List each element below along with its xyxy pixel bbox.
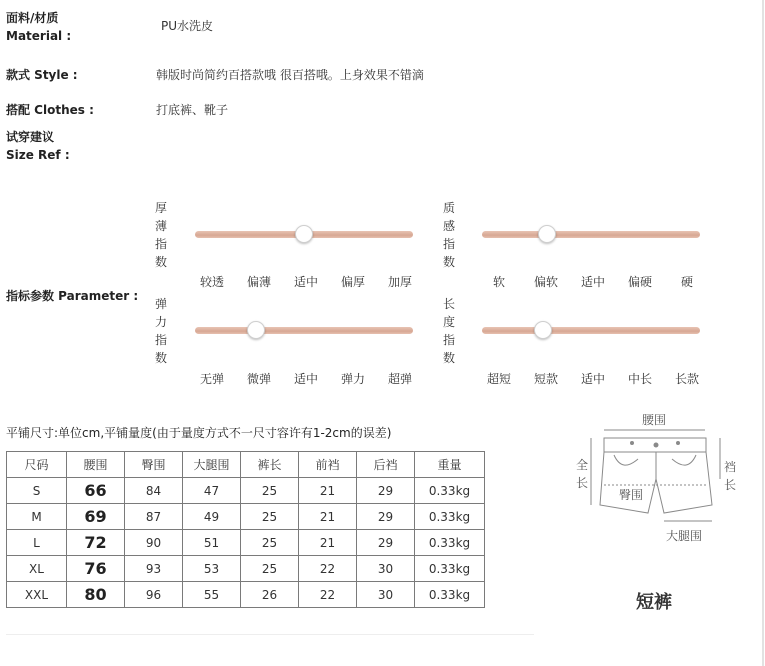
table-cell: 25 (241, 530, 299, 556)
rise-label-2: 长 (724, 478, 737, 492)
title-char: 数 (154, 255, 167, 269)
pocket-left (614, 455, 638, 465)
table-cell: 0.33kg (415, 478, 485, 504)
table-cell: 0.33kg (415, 582, 485, 608)
table-header-cell: 裤长 (241, 452, 299, 478)
tick-label: 无弹 (199, 372, 224, 386)
pocket-right (672, 455, 696, 465)
title-char: 力 (154, 315, 167, 329)
table-cell: 0.33kg (415, 530, 485, 556)
table-cell: 21 (299, 504, 357, 530)
table-cell: 21 (299, 478, 357, 504)
thickness-slider-knob (295, 225, 313, 243)
waist-label: 腰围 (642, 413, 667, 427)
table-row (7, 556, 485, 582)
title-char: 数 (442, 255, 455, 269)
table-cell: 80 (67, 582, 125, 608)
table-header-cell: 前裆 (299, 452, 357, 478)
table-row (7, 530, 485, 556)
title-char: 厚 (154, 201, 167, 215)
table-cell: 22 (299, 556, 357, 582)
table-cell: 87 (125, 504, 183, 530)
style-label: 款式 Style : (6, 68, 78, 82)
title-char: 指 (442, 333, 455, 347)
table-cell: 30 (357, 582, 415, 608)
length-slider-knob (534, 321, 552, 339)
title-char: 数 (442, 351, 455, 365)
table-header-cell: 重量 (415, 452, 485, 478)
title-char: 指 (154, 237, 167, 251)
tick-label: 加厚 (387, 275, 412, 289)
tick-label: 硬 (680, 275, 693, 289)
tick-label: 偏硬 (627, 275, 652, 289)
tick-label: 适中 (293, 275, 318, 289)
tick-label: 超弹 (387, 372, 412, 386)
tick-label: 短款 (533, 372, 558, 386)
table-cell: 26 (241, 582, 299, 608)
table-cell: 29 (357, 504, 415, 530)
size-ref-label-en: Size Ref : (6, 148, 70, 162)
table-cell: 25 (241, 478, 299, 504)
tick-label: 超短 (486, 372, 511, 386)
tick-label: 适中 (580, 372, 605, 386)
shorts-diagram (570, 405, 760, 555)
title-char: 数 (154, 351, 167, 365)
material-label-en: Material : (6, 29, 72, 43)
table-cell: 29 (357, 478, 415, 504)
style-value: 韩版时尚简约百搭款哦 很百搭哦。上身效果不错滴 (156, 68, 424, 82)
rise-label-1: 裆 (724, 460, 737, 474)
table-header-row (7, 452, 485, 478)
table-cell: XXL (7, 582, 67, 608)
size-ref-label-cn: 试穿建议 (6, 130, 55, 144)
table-cell: 29 (357, 530, 415, 556)
tick-label: 微弹 (246, 372, 271, 386)
table-cell: 21 (299, 530, 357, 556)
parameter-label: 指标参数 Parameter : (6, 289, 139, 303)
texture-slider-knob (538, 225, 556, 243)
table-cell: 55 (183, 582, 241, 608)
thigh-label: 大腿围 (666, 529, 703, 543)
clothes-label: 搭配 Clothes : (6, 103, 94, 117)
title-char: 指 (442, 237, 455, 251)
table-cell: 84 (125, 478, 183, 504)
faded-table-row (6, 608, 534, 635)
tick-label: 弹力 (340, 372, 365, 386)
table-cell: 66 (67, 478, 125, 504)
table-cell: 47 (183, 478, 241, 504)
clothes-value: 打底裤、靴子 (156, 103, 229, 117)
tick-label: 软 (492, 275, 505, 289)
table-cell: 22 (299, 582, 357, 608)
table-cell: 0.33kg (415, 556, 485, 582)
diagram-name: 短裤 (636, 592, 672, 613)
title-char: 质 (442, 201, 455, 215)
table-row (7, 504, 485, 530)
table-row (7, 582, 485, 608)
tick-label: 偏薄 (246, 275, 271, 289)
thickness-slider-title (154, 199, 168, 271)
title-char: 弹 (154, 297, 167, 311)
table-cell: 69 (67, 504, 125, 530)
table-cell: 51 (183, 530, 241, 556)
table-cell: 72 (67, 530, 125, 556)
page-right-border (762, 0, 764, 666)
texture-slider-track (482, 231, 700, 238)
table-cell: 0.33kg (415, 504, 485, 530)
title-char: 长 (442, 297, 455, 311)
table-cell: 93 (125, 556, 183, 582)
tick-label: 较透 (199, 275, 224, 289)
title-char: 感 (442, 219, 455, 233)
texture-slider-title (442, 199, 456, 271)
table-cell: 25 (241, 556, 299, 582)
length-slider-title (442, 295, 456, 367)
tick-label: 中长 (627, 372, 652, 386)
elasticity-slider-knob (247, 321, 265, 339)
table-header-cell: 后裆 (357, 452, 415, 478)
elasticity-slider-track (195, 327, 413, 334)
table-cell: 30 (357, 556, 415, 582)
material-label-cn: 面料/材质 (6, 11, 59, 25)
title-char: 薄 (154, 219, 167, 233)
tick-label: 长款 (674, 372, 699, 386)
tick-label: 适中 (580, 275, 605, 289)
table-header-cell: 臀围 (125, 452, 183, 478)
size-table-caption: 平铺尺寸:单位cm,平铺量度(由于量度方式不一尺寸容许有1-2cm的误差) (6, 426, 392, 440)
table-cell: 90 (125, 530, 183, 556)
size-table (6, 451, 485, 608)
table-cell: XL (7, 556, 67, 582)
full-length-label-2: 长 (576, 476, 589, 490)
tick-label: 适中 (293, 372, 318, 386)
material-value: PU水洗皮 (161, 19, 214, 33)
title-char: 度 (442, 315, 455, 329)
length-slider-track (482, 327, 700, 334)
tick-label: 偏软 (533, 275, 558, 289)
table-cell: 76 (67, 556, 125, 582)
table-cell: 49 (183, 504, 241, 530)
full-length-label-1: 全 (576, 458, 589, 472)
title-char: 指 (154, 333, 167, 347)
table-cell: 53 (183, 556, 241, 582)
table-cell: 25 (241, 504, 299, 530)
table-cell: 96 (125, 582, 183, 608)
table-row (7, 478, 485, 504)
table-cell: S (7, 478, 67, 504)
elasticity-slider-title (154, 295, 168, 367)
table-header-cell: 大腿围 (183, 452, 241, 478)
table-header-cell: 腰围 (67, 452, 125, 478)
table-header-cell: 尺码 (7, 452, 67, 478)
table-cell: M (7, 504, 67, 530)
table-cell: L (7, 530, 67, 556)
hip-label: 臀围 (619, 488, 644, 502)
tick-label: 偏厚 (340, 275, 365, 289)
